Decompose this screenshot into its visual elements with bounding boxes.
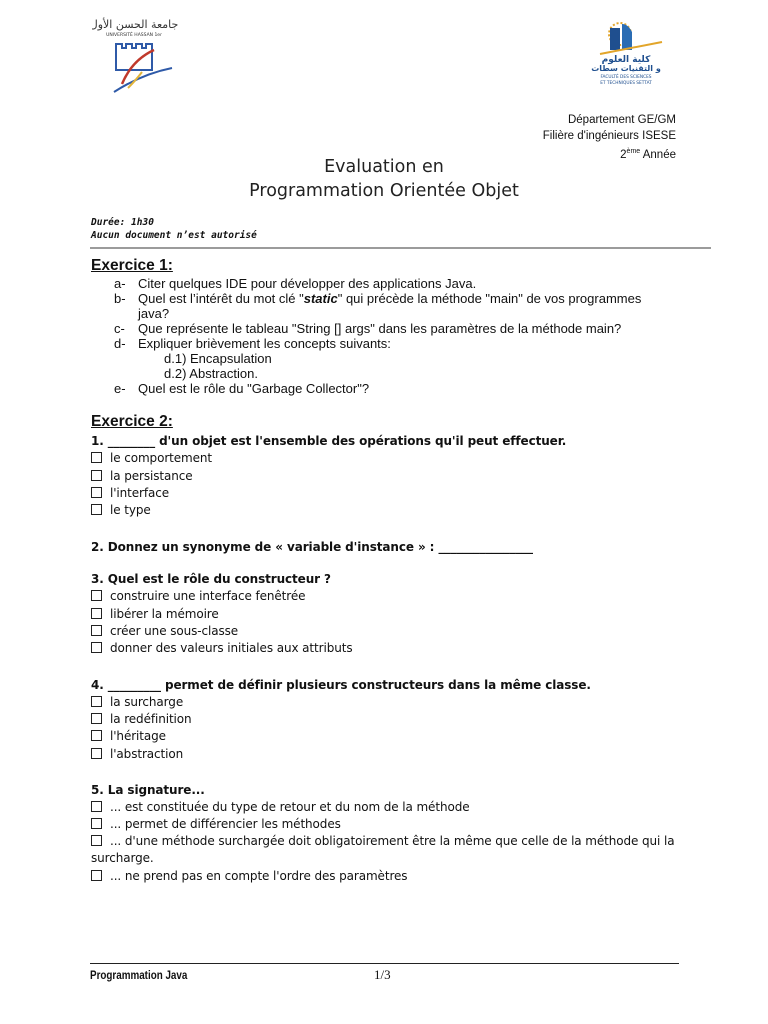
title-line-2: Programmation Orientée Objet [249, 181, 519, 201]
annee-label: Année [640, 148, 676, 161]
footer-divider [90, 963, 679, 964]
q3-option-2[interactable] [91, 606, 219, 622]
checkbox[interactable] [91, 642, 102, 653]
option-label: l'héritage [110, 729, 166, 743]
svg-text:كلية العلوم: كلية العلوم [601, 55, 651, 65]
q1-option-4[interactable] [91, 502, 151, 518]
q1-option-2[interactable] [91, 468, 193, 484]
question-4: 4. _________ permet de définir plusieurs constructeurs dans la même classe. [91, 678, 591, 692]
q4-option-2[interactable] [91, 711, 192, 727]
annee-number: 2 [620, 148, 627, 161]
annee-sup: ème [626, 148, 641, 155]
option-label: le type [110, 503, 151, 517]
exam-duration: Durée: 1h30 [91, 217, 154, 228]
checkbox[interactable] [91, 504, 102, 515]
svg-text:ET TECHNIQUES SETTAT: ET TECHNIQUES SETTAT [600, 81, 652, 86]
q5-option-4[interactable] [91, 868, 407, 884]
q1-option-3[interactable] [91, 485, 169, 501]
q4-option-3[interactable] [91, 728, 166, 744]
question-3: 3. Quel est le rôle du constructeur ? [91, 572, 331, 586]
item-text: Quel est le rôle du "Garbage Collector"? [138, 381, 370, 396]
option-label: la surcharge [110, 695, 184, 709]
checkbox[interactable] [91, 748, 102, 759]
ex1-item-a [114, 276, 476, 291]
svg-text:UNIVERSITÉ HASSAN 1er: UNIVERSITÉ HASSAN 1er [106, 33, 162, 38]
checkbox[interactable] [91, 801, 102, 812]
q5-option-2[interactable] [91, 816, 341, 832]
item-text: Expliquer brièvement les concepts suivants: [138, 336, 391, 351]
q3-option-4[interactable] [91, 640, 352, 656]
checkbox[interactable] [91, 452, 102, 463]
university-logo [92, 14, 178, 100]
ex1-item-d1: d.1) Encapsulation [164, 351, 272, 366]
page-title [0, 155, 768, 203]
question-5: 5. La signature... [91, 783, 205, 797]
q4-option-4[interactable] [91, 746, 183, 762]
item-text: Que représente le tableau "String [] args" dans les paramètres de la méthode main? [138, 321, 622, 336]
q3-option-1[interactable] [91, 588, 305, 604]
checkbox[interactable] [91, 870, 102, 881]
item-text: Quel est l’intérêt du mot clé " [138, 291, 304, 306]
question-2: 2. Donnez un synonyme de « variable d'instance » : ________________ [91, 540, 533, 554]
ex1-item-d [114, 336, 391, 351]
q4-option-1[interactable] [91, 694, 183, 710]
checkbox[interactable] [91, 625, 102, 636]
exam-note: Aucun document n’est autorisé [91, 230, 257, 241]
header-divider [90, 247, 711, 249]
checkbox[interactable] [91, 470, 102, 481]
item-emphasis: static [303, 291, 338, 306]
checkbox[interactable] [91, 487, 102, 498]
q5-option-3[interactable] [91, 833, 674, 849]
checkbox[interactable] [91, 835, 102, 846]
option-label: l'interface [110, 486, 170, 500]
ex1-item-b [114, 291, 641, 306]
option-label: construire une interface fenêtrée [110, 589, 306, 603]
option-label: libérer la mémoire [110, 607, 219, 621]
checkbox[interactable] [91, 608, 102, 619]
checkbox[interactable] [91, 730, 102, 741]
option-label: créer une sous-classe [110, 624, 239, 638]
q5-option-1[interactable] [91, 799, 470, 815]
ex1-item-b-continuation: java? [138, 306, 170, 321]
option-label: ... ne prend pas en compte l'ordre des paramètres [110, 869, 408, 883]
checkbox[interactable] [91, 590, 102, 601]
ex1-item-c [114, 321, 621, 336]
option-label: la redéfinition [110, 712, 192, 726]
checkbox[interactable] [91, 696, 102, 707]
page-number: 1/3 [374, 967, 391, 982]
checkbox[interactable] [91, 713, 102, 724]
exercice-2-title: Exercice 2: [91, 413, 173, 430]
checkbox[interactable] [91, 818, 102, 829]
q5-option-3-continuation: surcharge. [91, 851, 154, 865]
ex1-item-d2: d.2) Abstraction. [164, 366, 258, 381]
svg-text:جامعة الحسن الأول: جامعة الحسن الأول [92, 18, 178, 31]
option-label: l'abstraction [110, 747, 184, 761]
exercice-1-title: Exercice 1: [91, 257, 173, 274]
department: Département GE/GM [567, 114, 676, 126]
item-letter: b- [114, 291, 126, 306]
item-letter: d- [114, 336, 126, 351]
svg-text:و التقنيات سطات: و التقنيات سطات [591, 64, 661, 73]
item-text: Citer quelques IDE pour développer des applications Java. [138, 276, 477, 291]
faculty-logo [580, 18, 672, 88]
option-label: ... d'une méthode surchargée doit obligatoirement être la même que celle de la méthode qui la [110, 834, 675, 848]
item-letter: e- [114, 381, 126, 396]
q3-option-3[interactable] [91, 623, 238, 639]
ex1-item-e [114, 381, 369, 396]
title-line-1: Evaluation en [324, 157, 444, 177]
option-label: ... permet de différencier les méthodes [110, 817, 341, 831]
filiere: Filière d'ingénieurs ISESE [542, 130, 676, 142]
q1-option-1[interactable] [91, 450, 212, 466]
item-letter: c- [114, 321, 125, 336]
footer-course: Programmation Java [90, 968, 188, 982]
option-label: la persistance [110, 469, 193, 483]
option-label: ... est constituée du type de retour et du nom de la méthode [110, 800, 470, 814]
item-letter: a- [114, 276, 126, 291]
question-1: 1. ________ d'un objet est l'ensemble des opérations qu'il peut effectuer. [91, 434, 567, 448]
item-text-continued: " qui précède la méthode "main" de vos programmes [337, 291, 642, 306]
option-label: donner des valeurs initiales aux attributs [110, 641, 353, 655]
option-label: le comportement [110, 451, 213, 465]
svg-text:FACULTÉ DES SCIENCES: FACULTÉ DES SCIENCES [600, 75, 652, 80]
